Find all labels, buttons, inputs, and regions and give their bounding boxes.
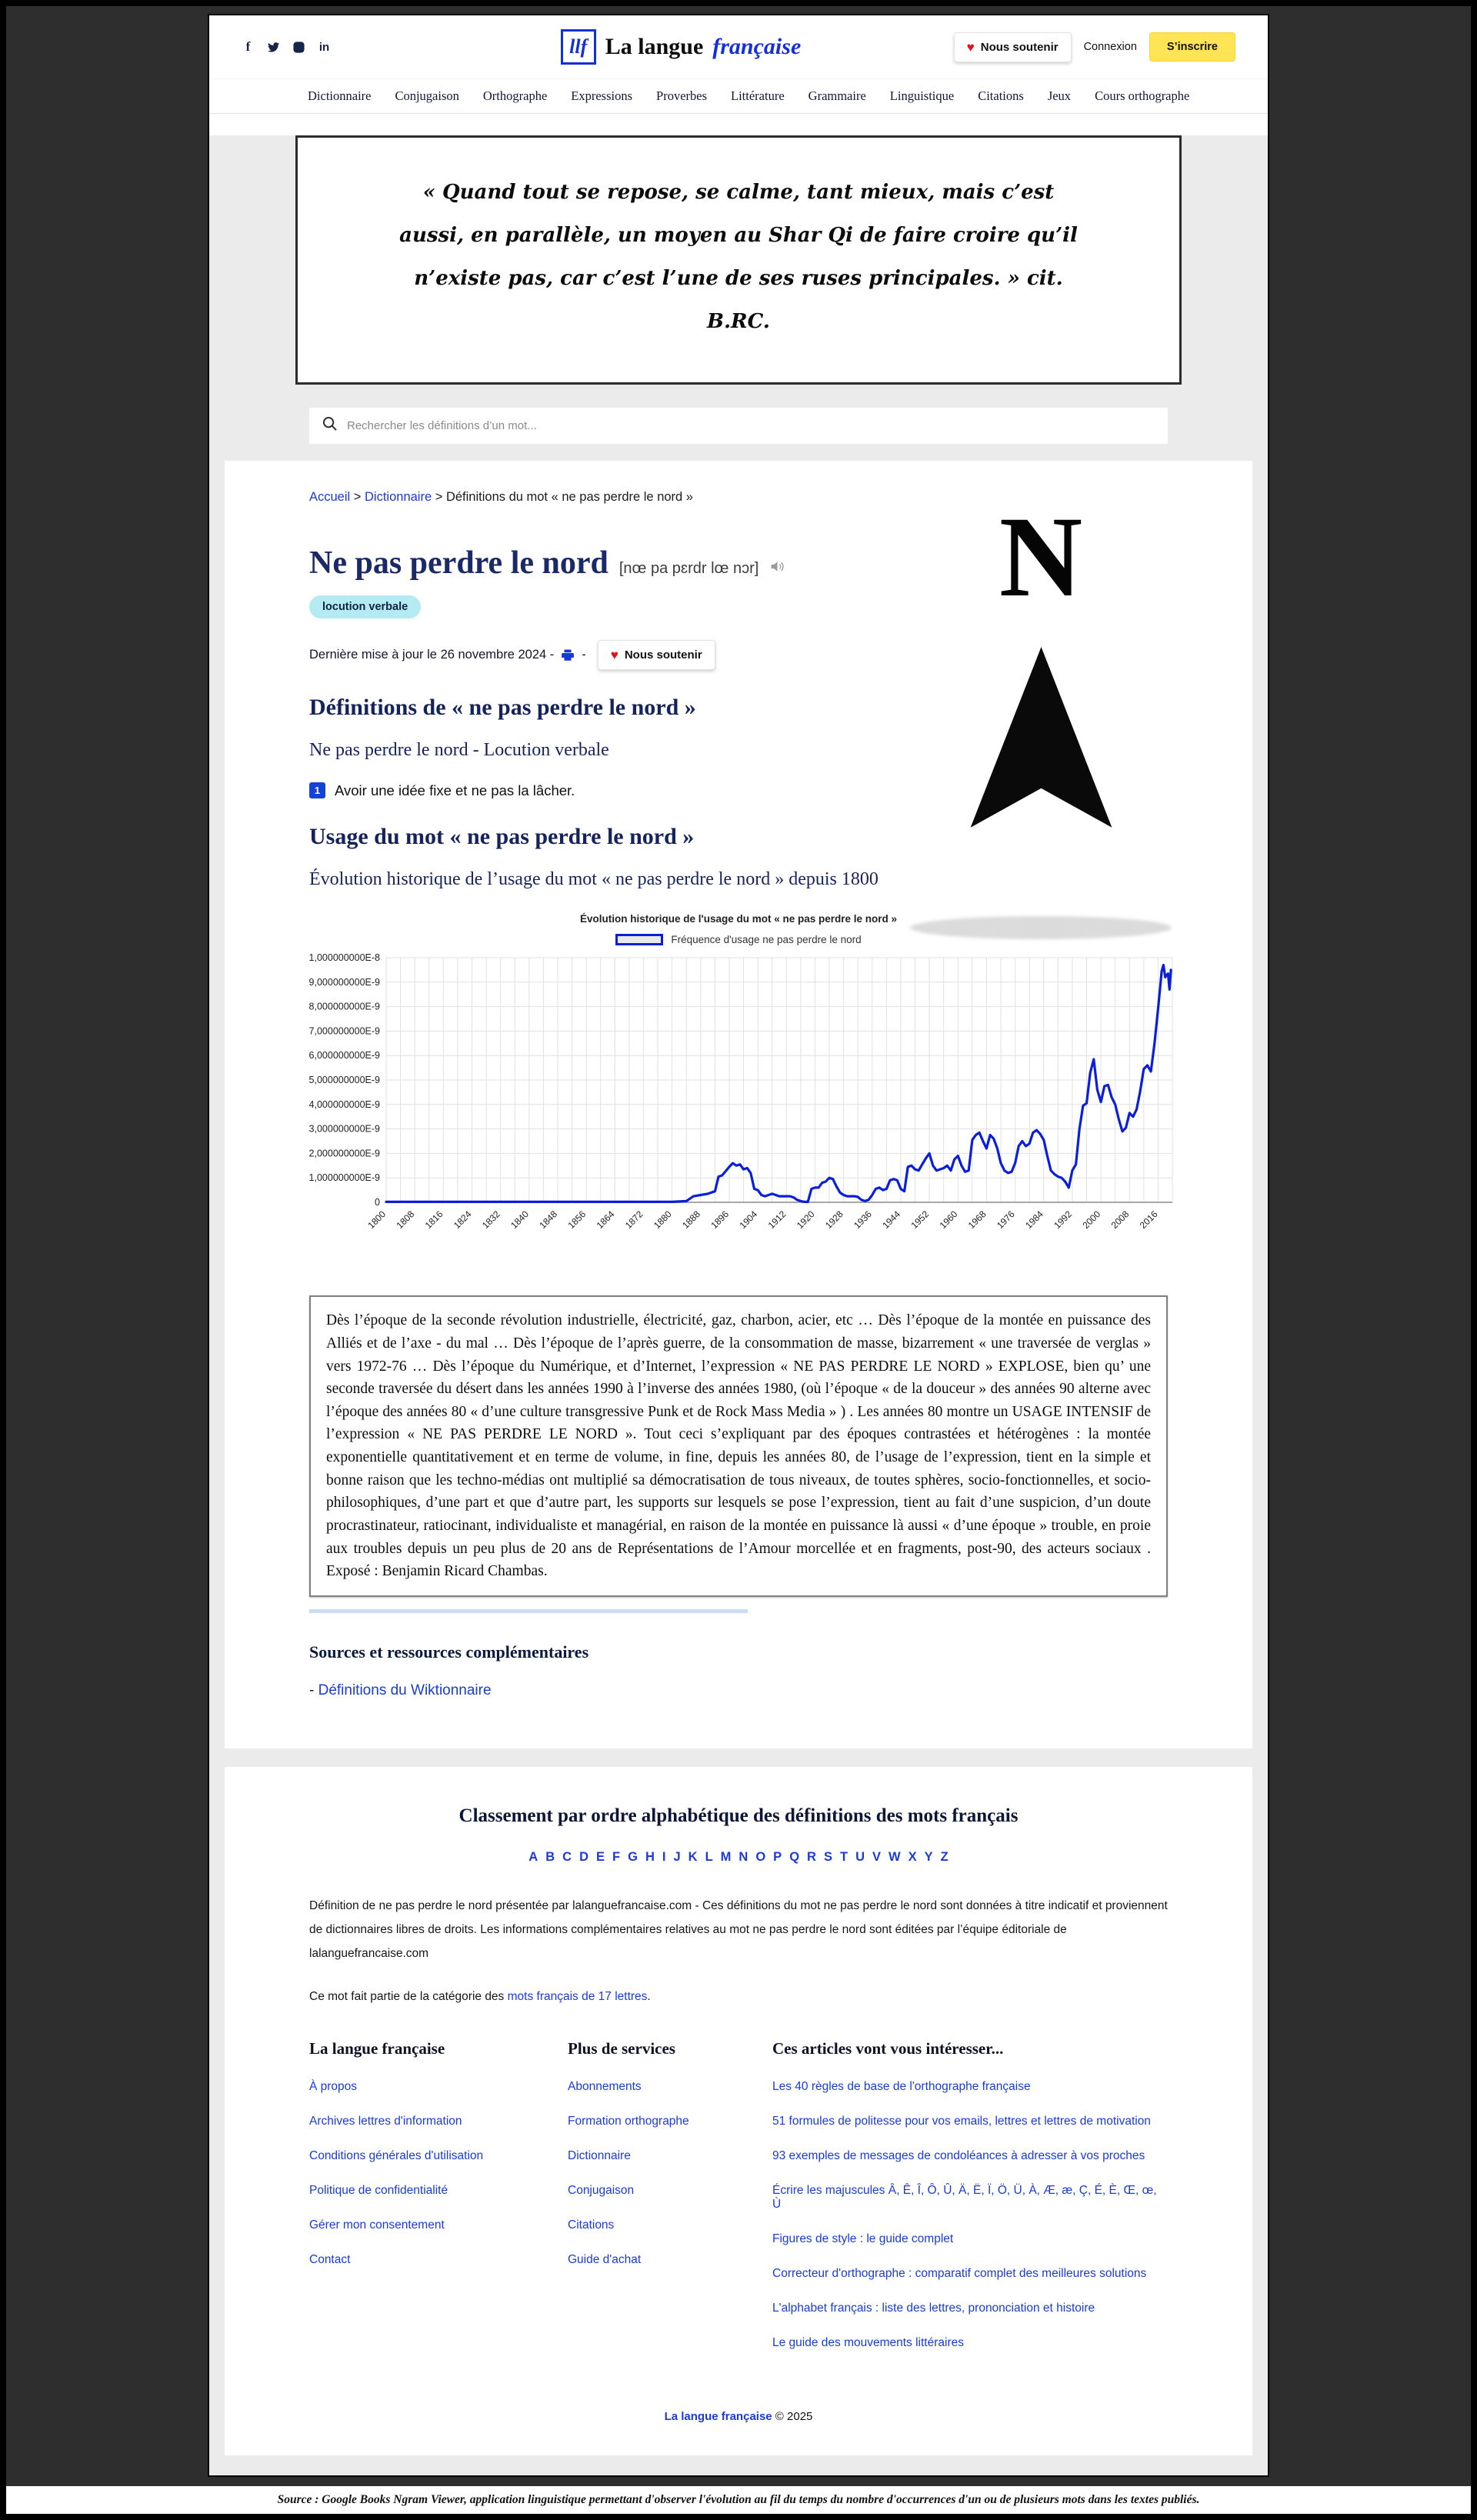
footer-link[interactable]: 51 formules de politesse pour vos emails, lettres et lettres de motivation xyxy=(772,2114,1151,2128)
y-axis-tick-label: 4,000000000E-9 xyxy=(309,1099,380,1111)
y-axis-tick-label: 9,000000000E-9 xyxy=(309,977,380,988)
wiktionary-link[interactable]: Définitions du Wiktionnaire xyxy=(318,1682,492,1698)
alphabet-letter-Q[interactable]: Q xyxy=(789,1849,800,1864)
alphabet-letter-K[interactable]: K xyxy=(688,1849,698,1864)
alphabet-letter-J[interactable]: J xyxy=(673,1849,681,1864)
site-page xyxy=(208,14,1269,2477)
sources-list xyxy=(309,1682,1168,1699)
x-axis-tick-label: 1960 xyxy=(937,1208,960,1232)
quote-text: « Quand tout se repose, se calme, tant mieux, mais c’est aussi, en parallèle, un moyen au Shar Qi de faire croire qu’il n’existe pas, car c’est l’une de ses ruses principales. » cit. B.RC. xyxy=(399,181,1078,333)
nav-item-cours-orthographe[interactable]: Cours orthographe xyxy=(1095,88,1190,103)
nav-item-conjugaison[interactable]: Conjugaison xyxy=(395,88,459,103)
support-button[interactable] xyxy=(954,32,1072,62)
alphabet-letter-G[interactable]: G xyxy=(628,1849,638,1864)
nav-item-dictionnaire[interactable]: Dictionnaire xyxy=(308,88,372,103)
ngram-source-bar: Source : Google Books Ngram Viewer, application linguistique permettant d'observer l'évolution au fil du temps du nombre d'occurrences d'un ou de plusieurs mots dans les textes publiés. xyxy=(6,2486,1471,2514)
footer-link[interactable]: Politique de confidentialité xyxy=(309,2183,448,2197)
footer-link[interactable]: Conditions générales d'utilisation xyxy=(309,2148,484,2162)
linkedin-icon[interactable]: in xyxy=(318,40,330,54)
alphabet-letter-Y[interactable]: Y xyxy=(924,1849,933,1864)
usage-commentary: Dès l’époque de la seconde révolution industrielle, électricité, gaz, charbon, acier, etc … Dès l’époque de la montée en puissance des Alliés et de l’axe - du mal … Dès l’époque de l’après guerre, de la consommation de masse, bizarrement « une traversée de verglas » vers 1972-76 … Dès l’époque du Numérique, et d’Internet, l’expression « NE PAS PERDRE LE NORD » EXPLOSE, bien qu’ une seconde traversée du désert dans les années 1990 à l’inverse des années 1980, (où l’époque « de la douceur » des années 90 alterne avec l’époque des années 80 « d’une culture transgressive Punk et de Rock Mass Media » ) . Les années 80 montre un USAGE INTENSIF de l’expression « NE PAS PERDRE LE NORD ». Tout ceci s’expliquant par des époques contrastées et hétérogènes : la montée exponentielle quantitativement et en terme de volume, in fine, depuis les années 80, de l’usage de l’expression, tient en la simple et bonne raison que les techno-médias ont multiplié sa démocratisation de tous niveaux, de toutes sphères, socio-fonctionnelles, et socio-philosophiques, d’une part et que d’autre part, les supports sur lesquels se pose l’expression, tient au fait d’une suspicion, d’un doute procrastinateur, ratiocinant, individualiste et managérial, en raison de la montée en puissance là aussi « d’une époque » trouble, en proie aux troubles depuis un peu plus de 20 ans de Représentations de l’Amour morcellée et en fragments, post-90, des acteurs sociaux . Exposé : Benjamin Ricard Chambas. xyxy=(309,1295,1168,1597)
search-input[interactable] xyxy=(347,419,1155,432)
legend-label: Fréquence d'usage ne pas perdre le nord xyxy=(671,934,862,946)
alphabet-letter-U[interactable]: U xyxy=(855,1849,865,1864)
x-axis-tick-label: 1880 xyxy=(651,1208,674,1232)
speaker-icon[interactable] xyxy=(769,557,785,577)
x-axis-tick-label: 1920 xyxy=(794,1208,817,1232)
alphabet-letter-Z[interactable]: Z xyxy=(940,1849,949,1864)
y-axis-tick-label: 3,000000000E-9 xyxy=(309,1123,380,1135)
x-axis-tick-label: 1944 xyxy=(880,1208,903,1232)
main-nav xyxy=(209,78,1268,114)
x-axis-tick-label: 1888 xyxy=(680,1208,702,1232)
footer-link[interactable]: 93 exemples de messages de condoléances à adresser à vos proches xyxy=(772,2148,1145,2162)
footer-column-1 xyxy=(568,2039,772,2350)
footer-link[interactable]: Figures de style : le guide complet xyxy=(772,2232,954,2245)
login-link[interactable]: Connexion xyxy=(1083,41,1137,53)
x-axis-tick-label: 1936 xyxy=(852,1208,874,1232)
category-row xyxy=(309,1990,1168,2004)
alphabet-letter-E[interactable]: E xyxy=(595,1849,605,1864)
alphabet-letter-D[interactable]: D xyxy=(579,1849,588,1864)
nav-item-littérature[interactable]: Littérature xyxy=(731,88,785,103)
copyright-link[interactable]: La langue française xyxy=(664,2409,772,2423)
chart-plot-area xyxy=(309,952,1168,1263)
compass-shadow xyxy=(910,916,1172,939)
y-axis-tick-label: 1,000000000E-9 xyxy=(309,1172,380,1184)
site-header xyxy=(209,15,1268,78)
page-title: Ne pas perdre le nord xyxy=(309,545,608,581)
footer-link[interactable]: Écrire les majuscules Â, Ê, Î, Ô, Û, Ä, Ë, Ï, Ö, Ü, À, Æ, æ, Ç, É, È, Œ, œ, Ù xyxy=(772,2183,1157,2211)
breadcrumb-current: Définitions du mot « ne pas perdre le nord » xyxy=(445,489,693,504)
footer-link[interactable]: Le guide des mouvements littéraires xyxy=(772,2335,964,2349)
signup-button[interactable]: S’inscrire xyxy=(1149,32,1235,62)
dash: - xyxy=(582,647,586,662)
frequency-line-series xyxy=(386,965,1171,1202)
y-axis-tick-label: 1,000000000E-8 xyxy=(309,952,380,964)
ngram-chart xyxy=(309,913,1168,1263)
definitions-subheading: Ne pas perdre le nord - Locution verbale xyxy=(309,739,609,760)
footer-link[interactable]: Gérer mon consentement xyxy=(309,2218,445,2232)
x-axis-tick-label: 1824 xyxy=(451,1208,474,1232)
compass-illustration xyxy=(906,492,1175,939)
x-axis-tick-label: 1968 xyxy=(965,1208,989,1232)
alphabet-letter-R[interactable]: R xyxy=(807,1849,816,1864)
footer-link[interactable]: Abonnements xyxy=(568,2079,642,2093)
alphabet-letter-B[interactable]: B xyxy=(545,1849,555,1864)
chart-svg xyxy=(309,952,1179,1259)
alphabet-links xyxy=(309,1850,1168,1865)
x-axis-tick-label: 1952 xyxy=(909,1208,932,1232)
last-updated-text: Dernière mise à jour le 26 novembre 2024 - xyxy=(309,647,555,662)
category-link[interactable]: mots français de 17 lettres xyxy=(507,1989,648,2003)
alphabet-letter-P[interactable]: P xyxy=(773,1849,782,1864)
alphabet-letter-M[interactable]: M xyxy=(720,1849,732,1864)
nav-item-grammaire[interactable]: Grammaire xyxy=(808,88,866,103)
alphabetical-heading: Classement par ordre alphabétique des définitions des mots français xyxy=(458,1805,1019,1826)
x-axis-tick-label: 1984 xyxy=(1023,1208,1045,1232)
y-axis-tick-label: 0 xyxy=(375,1197,380,1208)
category-suffix: . xyxy=(647,1989,651,2003)
search-row xyxy=(309,408,1168,444)
x-axis-tick-label: 1928 xyxy=(822,1208,845,1232)
site-footer xyxy=(225,1767,1252,2455)
footer-column-2 xyxy=(772,2039,1168,2350)
printer-icon[interactable] xyxy=(561,646,575,664)
footer-column-title: Plus de services xyxy=(568,2038,675,2058)
x-axis-tick-label: 1848 xyxy=(537,1208,560,1232)
dash: - xyxy=(309,1682,318,1698)
copyright-year: © 2025 xyxy=(772,2409,813,2423)
x-axis-tick-label: 1896 xyxy=(708,1208,732,1232)
footer-link[interactable]: Archives lettres d'information xyxy=(309,2114,462,2128)
logo-text-black: La langue xyxy=(605,34,704,59)
word-category-badge: locution verbale xyxy=(309,595,421,618)
sources-heading: Sources et ressources complémentaires xyxy=(309,1642,589,1662)
y-axis-tick-label: 5,000000000E-9 xyxy=(309,1075,380,1086)
x-axis-tick-label: 1992 xyxy=(1052,1208,1075,1232)
nav-item-citations[interactable]: Citations xyxy=(978,88,1024,103)
footer-column-0 xyxy=(309,2039,568,2350)
nav-item-expressions[interactable]: Expressions xyxy=(571,88,633,103)
x-axis-tick-label: 2016 xyxy=(1137,1208,1160,1232)
facebook-icon[interactable]: f xyxy=(245,39,251,54)
alphabet-letter-F[interactable]: F xyxy=(612,1849,621,1864)
alphabet-letter-L[interactable]: L xyxy=(705,1849,713,1864)
alphabet-letter-V[interactable]: V xyxy=(872,1849,881,1864)
x-axis-tick-label: 1904 xyxy=(737,1208,760,1232)
account-controls xyxy=(928,32,1235,62)
legend-swatch xyxy=(615,934,663,945)
footer-link[interactable]: Les 40 règles de base de l'orthographe française xyxy=(772,2079,1031,2093)
definition-number-badge: 1 xyxy=(309,782,325,798)
x-axis-tick-label: 1816 xyxy=(422,1208,445,1232)
x-axis-tick-label: 2008 xyxy=(1109,1208,1132,1232)
site-logo[interactable] xyxy=(434,29,928,65)
x-axis-tick-label: 1840 xyxy=(508,1208,531,1232)
nav-item-proverbes[interactable]: Proverbes xyxy=(656,88,708,103)
footer-link[interactable]: L'alphabet français : liste des lettres, prononciation et histoire xyxy=(772,2301,1095,2315)
footer-link[interactable]: Conjugaison xyxy=(568,2183,635,2197)
alphabet-letter-O[interactable]: O xyxy=(755,1849,766,1864)
y-axis-tick-label: 8,000000000E-9 xyxy=(309,1001,380,1012)
breadcrumb-separator: > xyxy=(350,489,365,504)
compass-needle-icon xyxy=(906,647,1175,839)
x-axis-tick-label: 1872 xyxy=(622,1208,645,1232)
usage-subheading: Évolution historique de l’usage du mot « ne pas perdre le nord » depuis 1800 xyxy=(309,868,879,889)
instagram-icon[interactable] xyxy=(292,41,305,54)
logo-mark-icon: llf xyxy=(561,29,596,65)
y-axis-tick-label: 2,000000000E-9 xyxy=(309,1148,380,1159)
alphabet-letter-C[interactable]: C xyxy=(562,1849,572,1864)
x-axis-tick-label: 1856 xyxy=(565,1208,588,1232)
footer-link[interactable]: Correcteur d'orthographe : comparatif complet des meilleures solutions xyxy=(772,2266,1147,2280)
footer-column-title: Ces articles vont vous intéresser... xyxy=(772,2038,1004,2058)
copyright-row xyxy=(309,2410,1168,2423)
definition-disclaimer: Définition de ne pas perdre le nord présentée par lalanguefrancaise.com - Ces définitions du mot ne pas perdre le nord sont données à titre indicatif et proviennent de dictionnaires libres de droits. Les informations complémentaires relatives au mot ne pas perdre le nord sont éditées par l’équipe éditoriale de lalanguefrancaise.com xyxy=(309,1898,1168,1960)
x-axis-tick-label: 1912 xyxy=(765,1208,789,1232)
footer-link[interactable]: Citations xyxy=(568,2218,615,2232)
definition-card xyxy=(225,461,1252,1748)
breadcrumb-home-link[interactable]: Accueil xyxy=(309,489,351,504)
highlight-divider xyxy=(309,1609,748,1613)
social-links xyxy=(242,41,434,54)
alphabet-letter-S[interactable]: S xyxy=(823,1849,832,1864)
chart-title: Évolution historique de l'usage du mot « ne pas perdre le nord » xyxy=(579,913,898,925)
definition-text: Avoir une idée fixe et ne pas la lâcher. xyxy=(335,782,575,798)
footer-column-title: La langue française xyxy=(309,2038,445,2058)
alphabet-letter-H[interactable]: H xyxy=(645,1849,655,1864)
y-axis-tick-label: 7,000000000E-9 xyxy=(309,1025,380,1037)
breadcrumb-separator: > xyxy=(432,489,446,504)
category-prefix: Ce mot fait partie de la catégorie des xyxy=(309,1989,508,2003)
x-axis-tick-label: 1808 xyxy=(394,1208,417,1232)
footer-link[interactable]: Contact xyxy=(309,2252,351,2266)
search-icon xyxy=(322,416,337,435)
heart-icon: ♥ xyxy=(966,39,975,55)
footer-link[interactable]: Formation orthographe xyxy=(568,2114,689,2128)
alphabet-letter-N[interactable]: N xyxy=(738,1849,749,1864)
nav-item-jeux[interactable]: Jeux xyxy=(1047,88,1072,103)
quote-banner xyxy=(295,135,1182,385)
support-button-label: Nous soutenir xyxy=(624,648,702,662)
nav-item-linguistique[interactable]: Linguistique xyxy=(889,88,955,103)
x-axis-tick-label: 1976 xyxy=(994,1208,1017,1232)
alphabet-letter-I[interactable]: I xyxy=(662,1849,666,1864)
twitter-icon[interactable] xyxy=(267,41,280,54)
alphabet-letter-A[interactable]: A xyxy=(528,1849,538,1864)
x-axis-tick-label: 1864 xyxy=(594,1208,617,1232)
alphabet-letter-W[interactable]: W xyxy=(889,1849,901,1864)
content-background xyxy=(209,135,1268,2475)
footer-link[interactable]: Guide d'achat xyxy=(568,2252,642,2266)
logo-text-blue: française xyxy=(712,34,802,59)
nav-item-orthographe[interactable]: Orthographe xyxy=(482,88,548,103)
support-button-label: Nous soutenir xyxy=(980,40,1059,54)
phonetic-transcription: [nœ pa pɛrdr lœ nɔr] xyxy=(618,559,759,577)
alphabet-letter-X[interactable]: X xyxy=(908,1849,917,1864)
x-axis-tick-label: 1800 xyxy=(365,1208,388,1232)
north-letter: N xyxy=(999,492,1083,621)
x-axis-tick-label: 2000 xyxy=(1080,1208,1103,1232)
support-button-inline[interactable] xyxy=(598,640,715,670)
y-axis-tick-label: 6,000000000E-9 xyxy=(309,1050,380,1062)
x-axis-tick-label: 1832 xyxy=(479,1208,502,1232)
definitions-heading: Définitions de « ne pas perdre le nord » xyxy=(309,694,696,720)
footer-link[interactable]: À propos xyxy=(309,2079,358,2093)
breadcrumb-dictionary-link[interactable]: Dictionnaire xyxy=(365,489,432,504)
footer-link[interactable]: Dictionnaire xyxy=(568,2148,631,2162)
alphabet-letter-T[interactable]: T xyxy=(839,1849,849,1864)
usage-heading: Usage du mot « ne pas perdre le nord » xyxy=(309,823,695,849)
search-bar xyxy=(309,408,1168,444)
heart-icon: ♥ xyxy=(610,647,618,662)
footer-columns xyxy=(309,2039,1168,2350)
